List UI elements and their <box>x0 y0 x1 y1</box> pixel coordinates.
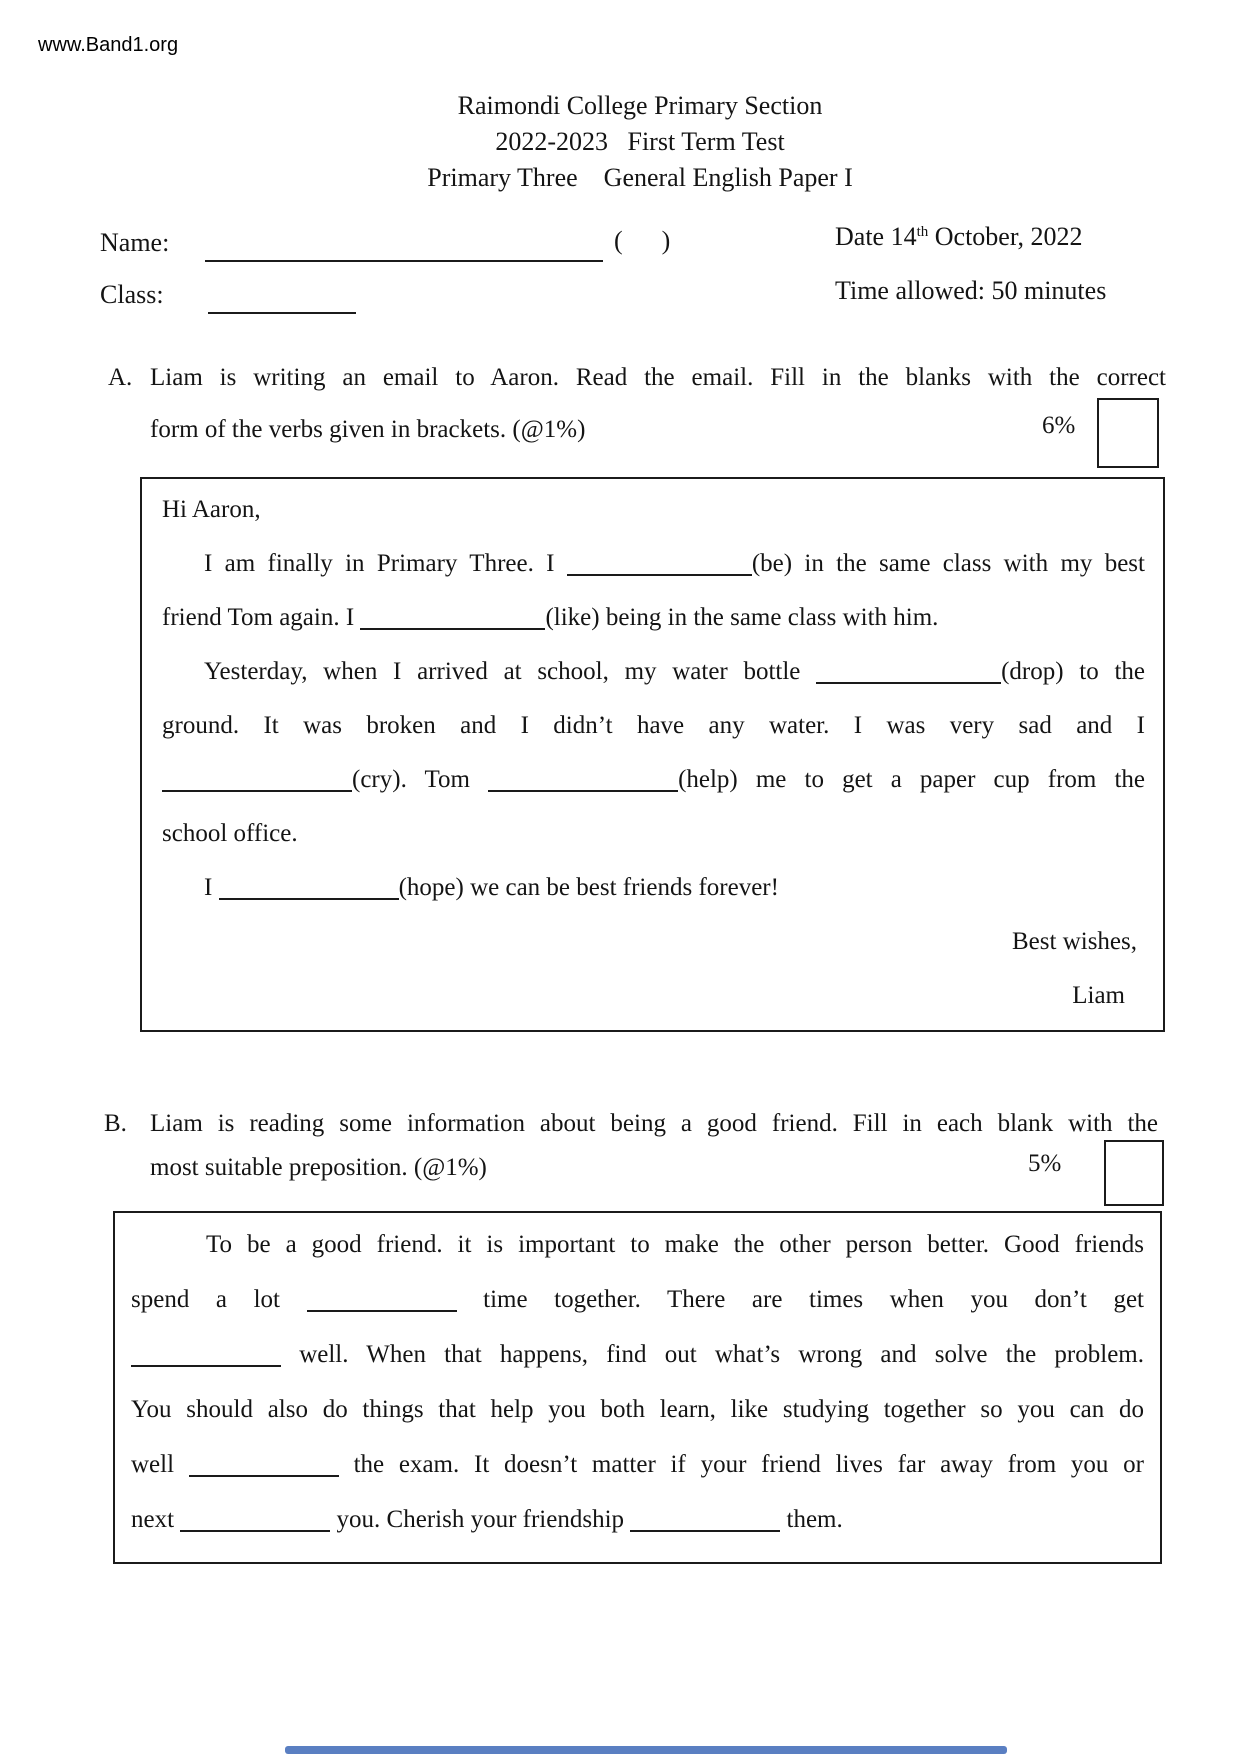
text-run: (drop) to the <box>1001 658 1145 685</box>
text-run: (like) being in the same class with him. <box>545 604 939 631</box>
fill-in-blank[interactable] <box>307 1292 457 1312</box>
fill-in-blank[interactable] <box>360 610 545 630</box>
text-run: well. When that happens, find out what’s wrong and solve the problem. <box>281 1341 1144 1368</box>
text-run: most suitable preposition. (@1%) <box>150 1154 487 1181</box>
text-line <box>162 969 1145 1023</box>
text-line <box>162 807 1145 861</box>
text-run: Yesterday, when I arrived at school, my water bottle <box>204 658 817 685</box>
class-label: Class: <box>100 280 164 309</box>
text-run: (help) me to get a paper cup from the <box>678 766 1145 793</box>
term-test-title: 2022-2023 First Term Test <box>495 127 785 156</box>
footer-highlight-bar <box>285 1746 1007 1754</box>
school-name: Raimondi College Primary Section <box>457 91 823 120</box>
text-run: To be a good friend. it is important to make the other person better. Good friends <box>206 1231 1144 1258</box>
text-line <box>162 537 1145 591</box>
section-a-score-box[interactable] <box>1097 398 1159 468</box>
text-line <box>162 591 1145 645</box>
watermark-url: www.Band1.org <box>38 34 179 56</box>
text-line <box>162 753 1145 807</box>
text-run: Liam <box>1072 982 1125 1009</box>
text-run: (cry). Tom <box>352 766 489 793</box>
section-b-label: B. <box>104 1110 127 1137</box>
text-run: I am finally in Primary Three. I <box>204 550 567 577</box>
text-line <box>162 645 1145 699</box>
section-b-score-box[interactable] <box>1104 1140 1164 1206</box>
text-line <box>162 915 1145 969</box>
text-run: time together. There are times when you don’t get <box>456 1286 1144 1313</box>
text-line <box>131 1272 1144 1327</box>
text-line <box>131 1492 1144 1547</box>
text-run: I <box>204 874 219 901</box>
preposition-passage-box <box>113 1211 1162 1564</box>
fill-in-blank[interactable] <box>630 1512 780 1532</box>
fill-in-blank[interactable] <box>180 1512 330 1532</box>
text-run: them. <box>780 1506 843 1533</box>
text-run: you. Cherish your friendship <box>330 1506 631 1533</box>
text-run: ground. It was broken and I didn’t have any water. I was very sad and I <box>162 712 1145 739</box>
section-b-instruction <box>150 1102 1158 1190</box>
text-run: the exam. It doesn’t matter if your friend lives far away from you or <box>338 1451 1145 1478</box>
text-line <box>162 483 1145 537</box>
fill-in-blank[interactable] <box>162 772 352 792</box>
date-text <box>835 222 1082 252</box>
time-allowed-text: Time allowed: 50 minutes <box>835 276 1107 305</box>
text-run: You should also do things that help you both learn, like studying together so you can do <box>131 1396 1144 1423</box>
text-run: school office. <box>162 820 298 847</box>
text-run: form of the verbs given in brackets. (@1%) <box>150 416 586 443</box>
text-run: Best wishes, <box>1012 928 1137 955</box>
text-run: (be) in the same class with my best <box>751 550 1145 577</box>
text-line <box>150 404 1166 456</box>
text-run: spend a lot <box>131 1286 307 1313</box>
text-line <box>131 1327 1144 1382</box>
name-label: Name: <box>100 228 170 257</box>
text-run: Liam is reading some information about being a good friend. Fill in each blank with the <box>150 1110 1158 1137</box>
text-line <box>162 861 1145 915</box>
date-prefix: Date 14 <box>835 222 917 251</box>
fill-in-blank[interactable] <box>488 772 678 792</box>
text-run: friend Tom again. I <box>162 604 361 631</box>
text-line <box>131 1382 1144 1437</box>
text-line <box>131 1437 1144 1492</box>
fill-in-blank[interactable] <box>567 556 752 576</box>
fill-in-blank[interactable] <box>816 664 1001 684</box>
class-underline[interactable] <box>208 282 356 314</box>
class-number-parentheses[interactable]: ( ) <box>614 226 671 255</box>
fill-in-blank[interactable] <box>131 1347 281 1367</box>
paper-subject-title: Primary Three General English Paper I <box>427 163 853 192</box>
section-a-instruction <box>150 352 1166 456</box>
text-run: well <box>131 1451 189 1478</box>
date-ordinal-superscript: th <box>916 224 929 240</box>
section-a-marks-label: 6% <box>1042 412 1076 439</box>
fill-in-blank[interactable] <box>189 1457 339 1477</box>
name-underline[interactable] <box>205 230 603 262</box>
text-line <box>150 1146 1158 1190</box>
text-run: Liam is writing an email to Aaron. Read the email. Fill in the blanks with the correct <box>150 364 1166 391</box>
text-run: Hi Aaron, <box>162 496 261 523</box>
section-a-label: A. <box>108 364 133 391</box>
text-line <box>150 352 1166 404</box>
section-b-marks-label: 5% <box>1028 1150 1062 1177</box>
text-line <box>131 1217 1144 1272</box>
paper-title-block <box>20 88 1240 196</box>
text-line <box>162 699 1145 753</box>
email-passage-box <box>140 477 1165 1032</box>
date-suffix: October, 2022 <box>928 222 1083 251</box>
text-run: next <box>131 1506 181 1533</box>
fill-in-blank[interactable] <box>219 880 399 900</box>
text-line <box>150 1102 1158 1146</box>
text-run: (hope) we can be best friends forever! <box>398 874 779 901</box>
